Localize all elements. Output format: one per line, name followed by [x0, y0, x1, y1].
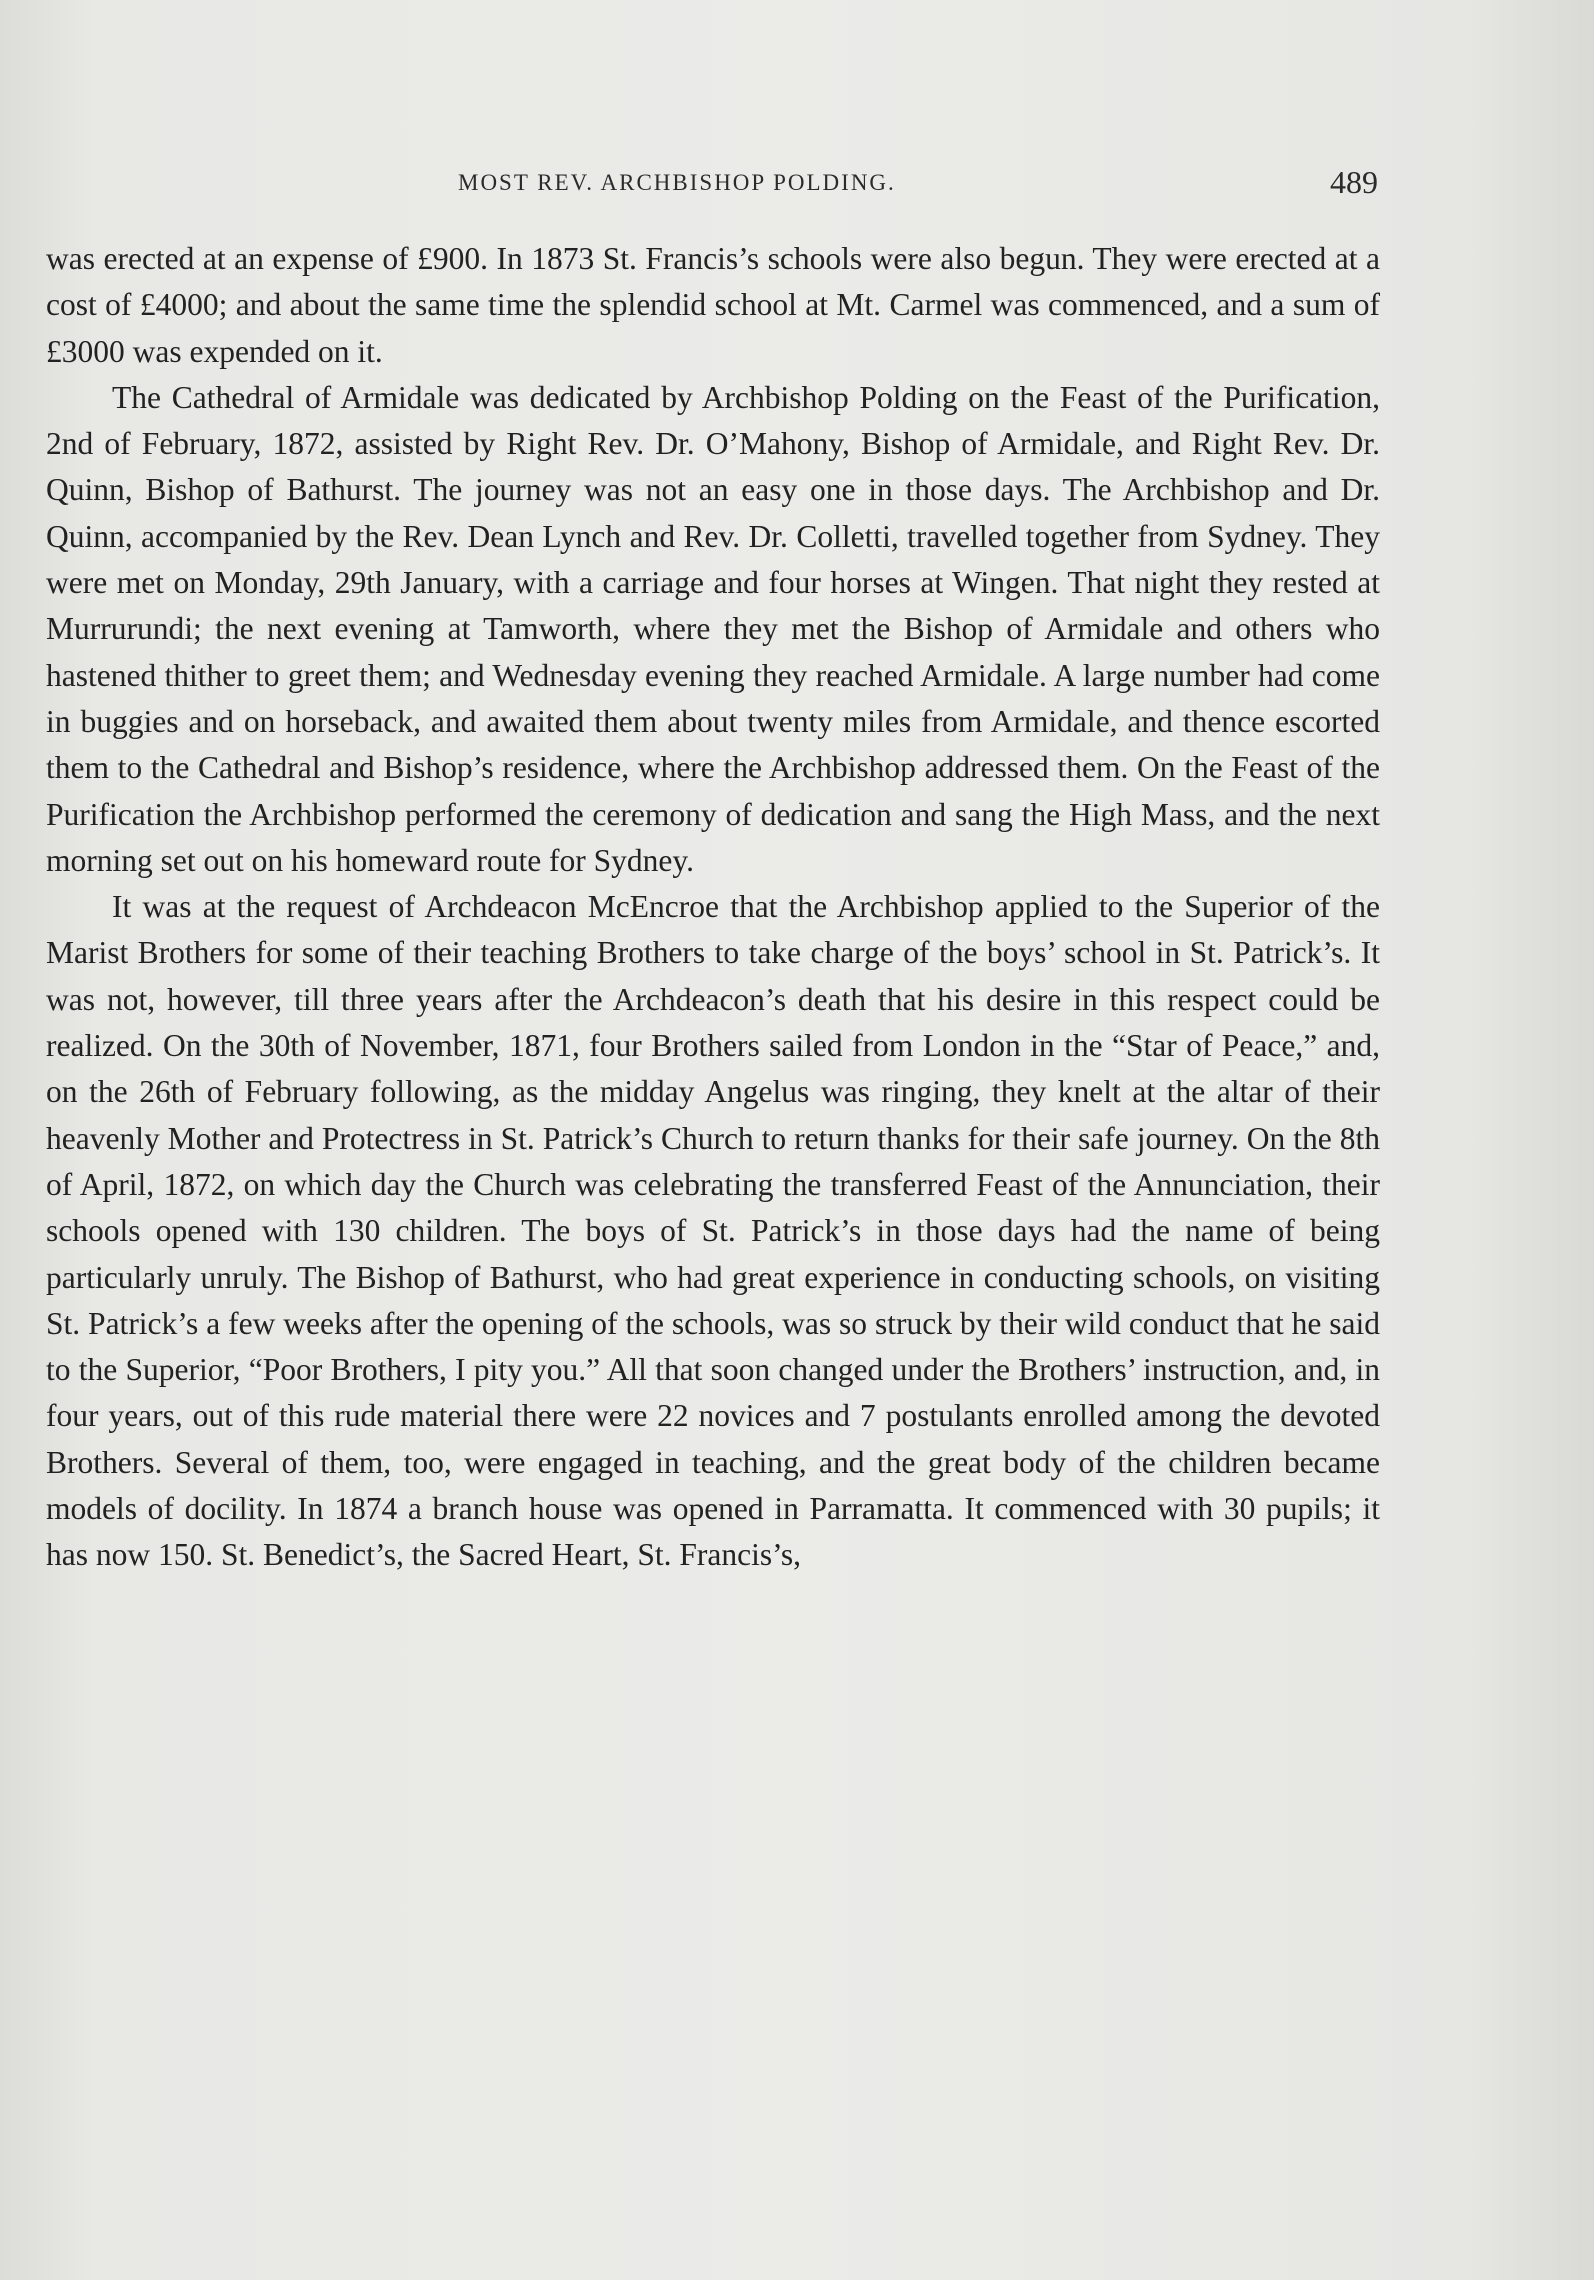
- body-text: [46, 236, 1380, 1579]
- running-title: MOST REV. ARCHBISHOP POLDING.: [458, 170, 896, 195]
- paragraph-armidale-cathedral: The Cathedral of Armidale was dedicated by Archbishop Polding on the Feast of the Purification, 2nd of February, 1872, assisted by Right Rev. Dr. O’Mahony, Bishop of Armidale, and Right Rev. Dr. Quinn, Bishop of Bathurst. The journey was not an easy one in those days. The Archbishop and Dr. Quinn, accompanied by the Rev. Dean Lynch and Rev. Dr. Colletti, travelled together from Sydney. They were met on Monday, 29th January, with a carriage and four horses at Wingen. That night they rested at Murrurundi; the next evening at Tamworth, where they met the Bishop of Armidale and others who hastened thither to greet them; and Wednesday evening they reached Armidale. A large number had come in buggies and on horseback, and awaited them about twenty miles from Armidale, and thence escorted them to the Cathedral and Bishop’s residence, where the Archbishop addressed them. On the Feast of the Purification the Archbishop performed the ceremony of dedication and sang the High Mass, and the next morning set out on his homeward route for Sydney.: [46, 379, 1380, 878]
- paragraph-marist-brothers: It was at the request of Archdeacon McEncroe that the Archbishop applied to the Superior of the Marist Brothers for some of their teaching Brothers to take charge of the boys’ school in St. Patrick’s. It was not, however, till three years after the Archdeacon’s death that his desire in this respect could be realized. On the 30th of November, 1871, four Brothers sailed from London in the “Star of Peace,” and, on the 26th of February following, as the midday Angelus was ringing, they knelt at the altar of their heavenly Mother and Protectress in St. Patrick’s Church to return thanks for their safe journey. On the 8th of April, 1872, on which day the Church was celebrating the transferred Feast of the Annunciation, their schools opened with 130 children. The boys of St. Patrick’s in those days had the name of being particularly unruly. The Bishop of Bathurst, who had great experience in conducting schools, on visiting St. Patrick’s a few weeks after the opening of the schools, was so struck by their wild conduct that he said to the Superior, “Poor Brothers, I pity you.” All that soon changed under the Brothers’ instruction, and, in four years, out of this rude material there were 22 novices and 7 postulants enrolled among the devoted Brothers. Several of them, too, were engaged in teaching, and the great body of the children became models of docility. In 1874 a branch house was opened in Parramatta. It commenced with 30 pupils; it has now 150. St. Benedict’s, the Sacred Heart, St. Francis’s,: [46, 889, 1380, 1573]
- running-head: [0, 164, 1594, 204]
- paragraph-continued: was erected at an expense of £900. In 1873 St. Francis’s schools were also begun. They were erected at a cost of £4000; and about the same time the splendid school at Mt. Carmel was commenced, and a sum of £3000 was expended on it.: [46, 241, 1380, 369]
- page-number: 489: [1330, 164, 1378, 200]
